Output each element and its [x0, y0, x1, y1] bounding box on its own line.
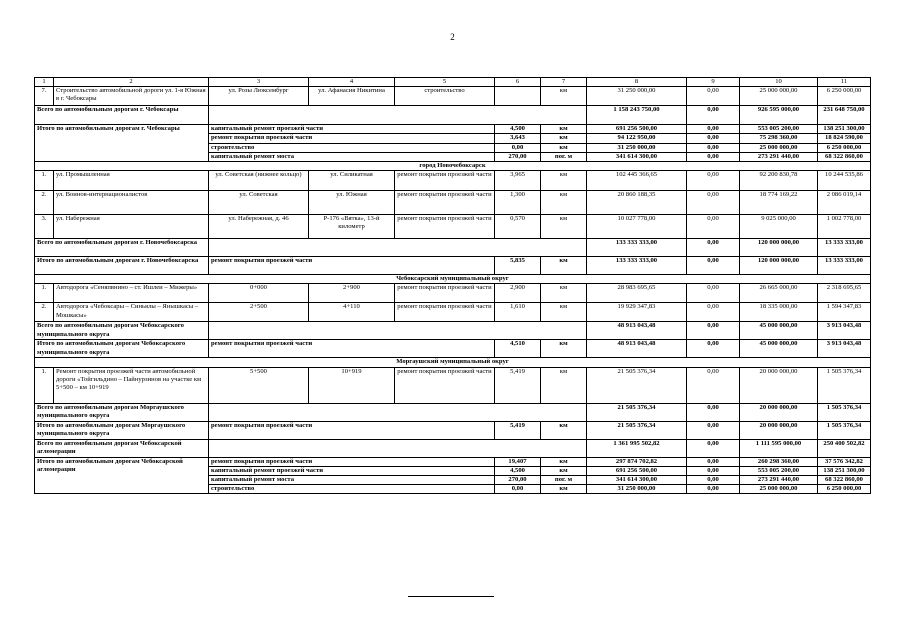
work-type: ремонт покрытия проезжей части [395, 191, 495, 215]
regional-amount: 45 000 000,00 [740, 340, 818, 358]
federal-amount: 0,00 [687, 485, 740, 494]
col-number: 10 [740, 78, 818, 87]
section-start: ул. Советская [209, 191, 309, 215]
col-number: 3 [209, 78, 309, 87]
federal-amount: 0,00 [687, 143, 740, 152]
unit: км [541, 485, 587, 494]
unit: км [541, 171, 587, 191]
regional-amount: 25 000 000,00 [740, 143, 818, 152]
federal-amount: 0,00 [687, 257, 740, 275]
unit: км [541, 284, 587, 303]
total-amount: 21 505 376,34 [587, 367, 687, 403]
length: 5,835 [495, 257, 541, 275]
road-name: Автодорога «Сеняпвнино – ст. Ишлеи – Мижеры» [54, 284, 209, 303]
col-number: 5 [395, 78, 495, 87]
total-amount: 691 256 500,00 [587, 466, 687, 475]
length: 4,500 [495, 466, 541, 475]
unit: км [541, 340, 587, 358]
federal-amount: 0,00 [687, 171, 740, 191]
work-type: ремонт покрытия проезжей части [209, 421, 495, 439]
local-amount: 2 086 019,14 [818, 191, 871, 215]
federal-amount: 0,00 [687, 152, 740, 161]
table-row [35, 303, 871, 322]
unit: км [541, 457, 587, 466]
unit: км [541, 125, 587, 134]
subtotal-label: Всего по автомобильным дорогам Чебоксарского муниципального округа [35, 322, 209, 340]
regional-amount: 20 000 000,00 [740, 367, 818, 403]
total-amount: 102 445 366,65 [587, 171, 687, 191]
local-amount: 68 322 860,00 [818, 476, 871, 485]
local-amount: 1 002 778,00 [818, 215, 871, 239]
unit: км [541, 466, 587, 475]
section-start: ул. Набережная, д. 46 [209, 215, 309, 239]
federal-amount: 0,00 [687, 421, 740, 439]
col-number: 2 [54, 78, 209, 87]
section-title: Моргаушский муниципальный округ [35, 358, 871, 367]
length: 3,643 [495, 134, 541, 143]
unit: км [541, 191, 587, 215]
unit: км [541, 303, 587, 322]
work-type: капитальный ремонт проезжей части [209, 125, 495, 134]
unit: км [541, 215, 587, 239]
row-number: 7. [35, 87, 54, 106]
blank-cell [209, 439, 587, 457]
work-type: ремонт покрытия проезжей части [209, 134, 495, 143]
total-amount: 691 256 500,00 [587, 125, 687, 134]
total-amount: 10 027 778,00 [587, 215, 687, 239]
blank-cell [209, 239, 587, 257]
work-type: строительство [209, 485, 495, 494]
regional-amount: 9 025 000,00 [740, 215, 818, 239]
regional-amount: 260 298 360,00 [740, 457, 818, 466]
total-amount: 20 860 188,35 [587, 191, 687, 215]
itogo-row [35, 125, 871, 134]
length: 3,965 [495, 171, 541, 191]
table-row [35, 171, 871, 191]
work-type: ремонт покрытия проезжей части [395, 367, 495, 403]
work-type: ремонт покрытия проезжей части [395, 303, 495, 322]
local-amount: 1 505 376,34 [818, 403, 871, 421]
length: 0,00 [495, 485, 541, 494]
regional-amount: 18 335 000,00 [740, 303, 818, 322]
regional-amount: 20 000 000,00 [740, 421, 818, 439]
col-number: 11 [818, 78, 871, 87]
federal-amount: 0,00 [687, 125, 740, 134]
total-amount: 28 983 695,65 [587, 284, 687, 303]
section-title: город Новочебоксарск [35, 162, 871, 171]
total-amount: 341 614 300,00 [587, 476, 687, 485]
length [495, 87, 541, 106]
col-number: 8 [587, 78, 687, 87]
road-funding-table [34, 77, 871, 494]
page-number: 2 [450, 32, 455, 42]
total-amount: 31 250 000,00 [587, 485, 687, 494]
work-type: ремонт покрытия проезжей части [395, 171, 495, 191]
unit: км [541, 87, 587, 106]
local-amount: 231 648 750,00 [818, 106, 871, 125]
unit: пог. м [541, 476, 587, 485]
subtotal-row [35, 322, 871, 340]
unit: км [541, 134, 587, 143]
federal-amount: 0,00 [687, 303, 740, 322]
work-type: капитальный ремонт моста [209, 152, 495, 161]
subtotal-label: Всего по автомобильным дорогам г. Чебоксары [35, 106, 209, 125]
total-amount: 48 913 043,48 [587, 322, 687, 340]
length: 270,00 [495, 152, 541, 161]
unit: км [541, 143, 587, 152]
length: 2,900 [495, 284, 541, 303]
itogo-row [35, 457, 871, 466]
section-end: 10+919 [309, 367, 395, 403]
federal-amount: 0,00 [687, 106, 740, 125]
column-numbers-row [35, 78, 871, 87]
length: 0,00 [495, 143, 541, 152]
col-number: 1 [35, 78, 54, 87]
length: 1,610 [495, 303, 541, 322]
blank-cell [209, 403, 587, 421]
section-header-row [35, 275, 871, 284]
federal-amount: 0,00 [687, 134, 740, 143]
unit: пог. м [541, 152, 587, 161]
federal-amount: 0,00 [687, 457, 740, 466]
grand-total-row [35, 439, 871, 457]
row-number: 1. [35, 171, 54, 191]
section-end: 2+900 [309, 284, 395, 303]
itogo-row [35, 340, 871, 358]
local-amount: 1 505 376,34 [818, 367, 871, 403]
regional-amount: 926 595 000,00 [740, 106, 818, 125]
regional-amount: 120 000 000,00 [740, 257, 818, 275]
total-amount: 48 913 043,48 [587, 340, 687, 358]
subtotal-row [35, 403, 871, 421]
local-amount: 13 333 333,00 [818, 239, 871, 257]
regional-amount: 1 111 595 000,00 [740, 439, 818, 457]
federal-amount: 0,00 [687, 403, 740, 421]
subtotal-row [35, 106, 871, 125]
work-type: ремонт покрытия проезжей части [395, 284, 495, 303]
regional-amount: 553 005 200,00 [740, 466, 818, 475]
unit: км [541, 257, 587, 275]
local-amount: 250 400 502,82 [818, 439, 871, 457]
federal-amount: 0,00 [687, 367, 740, 403]
section-end: ул. Силикатная [309, 171, 395, 191]
blank-cell [209, 322, 587, 340]
work-type: строительство [395, 87, 495, 106]
total-amount: 133 333 333,00 [587, 257, 687, 275]
subtotal-row [35, 239, 871, 257]
itogo-label: Итого по автомобильным дорогам Чебоксарской агломерации [35, 457, 209, 494]
regional-amount: 20 000 000,00 [740, 403, 818, 421]
local-amount: 18 824 590,00 [818, 134, 871, 143]
length: 4,500 [495, 125, 541, 134]
road-name: ул. Воинов-интернационалистов [54, 191, 209, 215]
federal-amount: 0,00 [687, 284, 740, 303]
table-row [35, 87, 871, 106]
local-amount: 1 594 347,83 [818, 303, 871, 322]
table-row [35, 284, 871, 303]
local-amount: 6 250 000,00 [818, 485, 871, 494]
local-amount: 6 250 000,00 [818, 143, 871, 152]
unit: км [541, 421, 587, 439]
section-end: 4+110 [309, 303, 395, 322]
road-name: Ремонт покрытия проезжей части автомобильной дороги «Тойгильдино – Пайнурзинов на участке км 5+500 – км 10+919 [54, 367, 209, 403]
regional-amount: 273 291 440,00 [740, 152, 818, 161]
unit: км [541, 367, 587, 403]
row-number: 1. [35, 284, 54, 303]
section-start: 2+500 [209, 303, 309, 322]
subtotal-label: Всего по автомобильным дорогам Чебоксарской агломерации [35, 439, 209, 457]
total-amount: 1 361 995 502,82 [587, 439, 687, 457]
total-amount: 31 250 000,00 [587, 87, 687, 106]
length: 5,419 [495, 421, 541, 439]
local-amount: 2 318 695,65 [818, 284, 871, 303]
local-amount: 1 505 376,34 [818, 421, 871, 439]
table-row [35, 191, 871, 215]
work-type: ремонт покрытия проезжей части [209, 340, 495, 358]
row-number: 2. [35, 303, 54, 322]
federal-amount: 0,00 [687, 340, 740, 358]
regional-amount: 120 000 000,00 [740, 239, 818, 257]
total-amount: 341 614 300,00 [587, 152, 687, 161]
regional-amount: 25 000 000,00 [740, 87, 818, 106]
total-amount: 133 333 333,00 [587, 239, 687, 257]
federal-amount: 0,00 [687, 322, 740, 340]
local-amount: 6 250 000,00 [818, 87, 871, 106]
federal-amount: 0,00 [687, 439, 740, 457]
footer-divider [408, 596, 494, 597]
road-name: ул. Набережная [54, 215, 209, 239]
work-type: ремонт покрытия проезжей части [395, 215, 495, 239]
federal-amount: 0,00 [687, 215, 740, 239]
regional-amount: 92 200 830,78 [740, 171, 818, 191]
length: 1,300 [495, 191, 541, 215]
col-number: 9 [687, 78, 740, 87]
section-start: ул. Советская (нижнее кольцо) [209, 171, 309, 191]
road-name: ул. Промышленная [54, 171, 209, 191]
work-type: строительство [209, 143, 495, 152]
section-end: Р-176 «Вятка», 13-й километр [309, 215, 395, 239]
row-number: 2. [35, 191, 54, 215]
row-number: 3. [35, 215, 54, 239]
regional-amount: 25 000 000,00 [740, 485, 818, 494]
itogo-label: Итого по автомобильным дорогам Моргаушского муниципального округа [35, 421, 209, 439]
itogo-label: Итого по автомобильным дорогам Чебоксарского муниципального округа [35, 340, 209, 358]
work-type: капитальный ремонт моста [209, 476, 495, 485]
total-amount: 1 158 243 750,00 [587, 106, 687, 125]
regional-amount: 18 774 169,22 [740, 191, 818, 215]
total-amount: 31 250 000,00 [587, 143, 687, 152]
length: 4,510 [495, 340, 541, 358]
regional-amount: 45 000 000,00 [740, 322, 818, 340]
itogo-label: Итого по автомобильным дорогам г. Новочебоксарска [35, 257, 209, 275]
federal-amount: 0,00 [687, 87, 740, 106]
itogo-row [35, 257, 871, 275]
regional-amount: 75 298 360,00 [740, 134, 818, 143]
local-amount: 37 576 342,82 [818, 457, 871, 466]
federal-amount: 0,00 [687, 476, 740, 485]
regional-amount: 553 005 200,00 [740, 125, 818, 134]
section-start: 5+500 [209, 367, 309, 403]
federal-amount: 0,00 [687, 466, 740, 475]
regional-amount: 26 665 000,00 [740, 284, 818, 303]
local-amount: 3 913 043,48 [818, 340, 871, 358]
subtotal-label: Всего по автомобильным дорогам г. Новочебоксарска [35, 239, 209, 257]
subtotal-label: Всего по автомобильным дорогам Моргаушского муниципального округа [35, 403, 209, 421]
section-start: ул. Розы Люксембург [209, 87, 309, 106]
total-amount: 297 874 702,82 [587, 457, 687, 466]
road-name: Строительство автомобильной дороги ул. 1-я Южная в г. Чебоксары [54, 87, 209, 106]
col-number: 4 [309, 78, 395, 87]
local-amount: 3 913 043,48 [818, 322, 871, 340]
section-title: Чебоксарский муниципальный округ [35, 275, 871, 284]
blank-cell [209, 106, 587, 125]
length: 5,419 [495, 367, 541, 403]
federal-amount: 0,00 [687, 239, 740, 257]
total-amount: 94 122 950,00 [587, 134, 687, 143]
local-amount: 138 251 300,00 [818, 125, 871, 134]
total-amount: 21 505 376,34 [587, 403, 687, 421]
section-header-row [35, 358, 871, 367]
local-amount: 138 251 300,00 [818, 466, 871, 475]
section-end: ул. Афанасия Никитина [309, 87, 395, 106]
length: 270,00 [495, 476, 541, 485]
work-type: ремонт покрытия проезжей части [209, 257, 495, 275]
regional-amount: 273 291 440,00 [740, 476, 818, 485]
col-number: 7 [541, 78, 587, 87]
row-number: 1. [35, 367, 54, 403]
work-type: ремонт покрытия проезжей части [209, 457, 495, 466]
section-end: ул. Южная [309, 191, 395, 215]
local-amount: 10 244 535,86 [818, 171, 871, 191]
total-amount: 21 505 376,34 [587, 421, 687, 439]
col-number: 6 [495, 78, 541, 87]
table-row [35, 367, 871, 403]
table-row [35, 215, 871, 239]
total-amount: 19 929 347,83 [587, 303, 687, 322]
work-type: капитальный ремонт проезжей части [209, 466, 495, 475]
road-name: Автодорога «Чебоксары – Синьялы – Янышкасы – Мошкасы» [54, 303, 209, 322]
local-amount: 68 322 860,00 [818, 152, 871, 161]
itogo-row [35, 421, 871, 439]
section-header-row [35, 162, 871, 171]
federal-amount: 0,00 [687, 191, 740, 215]
section-start: 0+000 [209, 284, 309, 303]
length: 0,570 [495, 215, 541, 239]
local-amount: 13 333 333,00 [818, 257, 871, 275]
length: 19,407 [495, 457, 541, 466]
itogo-label: Итого по автомобильным дорогам г. Чебоксары [35, 125, 209, 162]
